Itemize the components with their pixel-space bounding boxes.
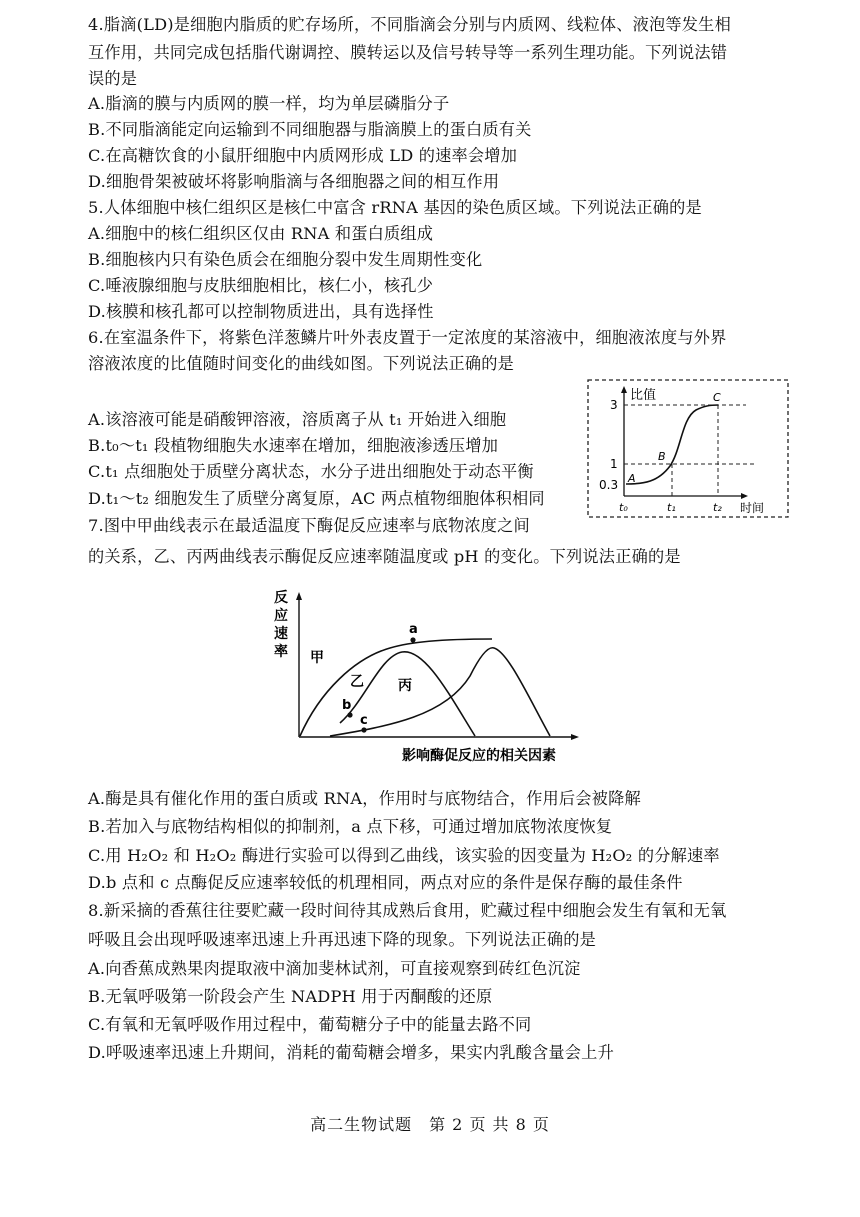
q6-xtick-t2: t₂ — [713, 501, 722, 514]
q5-option-d: D.核膜和核孔都可以控制物质进出，具有选择性 — [88, 302, 434, 321]
q7-ylabel-char-3: 速 — [274, 626, 288, 642]
q6-xtick-t1: t₁ — [667, 501, 676, 514]
q4-option-d: D.细胞骨架被破坏将影响脂滴与各细胞器之间的相互作用 — [88, 172, 500, 191]
q6-ylabel: 比值 — [630, 388, 657, 403]
q6-ytick-0-3: 0.3 — [599, 478, 619, 492]
q6-stem-line2: 溶液浓度的比值随时间变化的曲线如图。下列说法正确的是 — [88, 354, 515, 373]
q6-xtick-t0: t₀ — [619, 501, 628, 514]
q8-stem-line1: 8.新采摘的香蕉往往要贮藏一段时间待其成熟后食用，贮藏过程中细胞会发生有氧和无氧 — [88, 901, 727, 920]
q8-option-d: D.呼吸速率迅速上升期间，消耗的葡萄糖会增多，果实内乳酸含量会上升 — [88, 1043, 614, 1062]
q5-option-b: B.细胞核内只有染色质会在细胞分裂中发生周期性变化 — [88, 250, 483, 269]
q6-option-b: B.t₀～t₁ 段植物细胞失水速率在增加，细胞液渗透压增加 — [88, 436, 499, 455]
q6-point-a-label: A — [628, 472, 636, 485]
q7-option-d: D.b 点和 c 点酶促反应速率较低的机理相同，两点对应的条件是保存酶的最佳条件 — [88, 873, 683, 892]
q5-stem: 5.人体细胞中核仁组织区是核仁中富含 rRNA 基因的染色质区域。下列说法正确的是 — [88, 198, 702, 217]
q4-stem-line3: 误的是 — [88, 69, 138, 88]
q7-ylabel-char-2: 应 — [274, 608, 288, 624]
q4-option-c: C.在高糖饮食的小鼠肝细胞中内质网形成 LD 的速率会增加 — [88, 146, 518, 165]
q7-point-a-label: a — [409, 622, 418, 637]
q7-option-c: C.用 H₂O₂ 和 H₂O₂ 酶进行实验可以得到乙曲线，该实验的因变量为 H₂O₂ 的分解速率 — [88, 846, 720, 865]
q7-point-a — [410, 637, 415, 642]
q7-stem-line1: 7.图中甲曲线表示在最适温度下酶促反应速率与底物浓度之间 — [88, 516, 530, 535]
q6-ytick-1: 1 — [610, 457, 618, 471]
q8-option-b: B.无氧呼吸第一阶段会产生 NADPH 用于丙酮酸的还原 — [88, 987, 493, 1006]
q7-option-b: B.若加入与底物结构相似的抑制剂，a 点下移，可通过增加底物浓度恢复 — [88, 817, 613, 836]
q7-curve-jia-label: 甲 — [310, 650, 324, 666]
q7-ylabel-char-1: 反 — [274, 590, 288, 606]
q7-y-axis-arrow — [296, 592, 302, 600]
q6-option-a: A.该溶液可能是硝酸钾溶液，溶质离子从 t₁ 开始进入细胞 — [88, 410, 507, 429]
q6-y-axis-arrow — [621, 386, 627, 393]
q6-point-c-label: C — [713, 391, 721, 404]
q7-stem-line2: 的关系，乙、丙两曲线表示酶促反应速率随温度或 pH 的变化。下列说法正确的是 — [88, 547, 681, 566]
q7-x-axis-arrow — [571, 734, 579, 740]
q7-point-c-label: c — [360, 713, 368, 728]
q6-option-d: D.t₁～t₂ 细胞发生了质壁分离复原，AC 两点植物细胞体积相同 — [88, 489, 545, 508]
q6-figure — [586, 378, 792, 521]
q6-option-c: C.t₁ 点细胞处于质壁分离状态，水分子进出细胞处于动态平衡 — [88, 462, 534, 481]
q7-point-b — [347, 712, 352, 717]
q4-stem-line1: 4.脂滴(LD)是细胞内脂质的贮存场所，不同脂滴会分别与内质网、线粒体、液泡等发生相 — [88, 15, 731, 34]
q7-xlabel: 影响酶促反应的相关因素 — [402, 748, 556, 764]
q7-curve-yi-label: 乙 — [350, 674, 364, 690]
q4-option-a: A.脂滴的膜与内质网的膜一样，均为单层磷脂分子 — [88, 94, 450, 113]
q7-point-b-label: b — [342, 698, 352, 713]
page-footer: 高二生物试题 第 2 页 共 8 页 — [310, 1115, 550, 1134]
q5-option-c: C.唾液腺细胞与皮肤细胞相比，核仁小，核孔少 — [88, 276, 434, 295]
q7-ylabel-char-4: 率 — [274, 644, 288, 660]
q7-figure — [270, 586, 590, 768]
q7-option-a: A.酶是具有催化作用的蛋白质或 RNA，作用时与底物结合，作用后会被降解 — [88, 789, 641, 808]
q6-xlabel: 时间 — [740, 501, 765, 515]
q4-option-b: B.不同脂滴能定向运输到不同细胞器与脂滴膜上的蛋白质有关 — [88, 120, 532, 139]
q7-curve-bing-label: 丙 — [398, 678, 412, 694]
q6-x-axis-arrow — [741, 493, 748, 499]
q6-point-b-label: B — [658, 450, 666, 463]
q8-stem-line2: 呼吸且会出现呼吸速率迅速上升再迅速下降的现象。下列说法正确的是 — [88, 930, 597, 949]
q7-point-c — [361, 727, 366, 732]
q4-stem-line2: 互作用，共同完成包括脂代谢调控、膜转运以及信号转导等一系列生理功能。下列说法错 — [88, 43, 728, 62]
q8-option-a: A.向香蕉成熟果肉提取液中滴加斐林试剂，可直接观察到砖红色沉淀 — [88, 959, 581, 978]
q8-option-c: C.有氧和无氧呼吸作用过程中，葡萄糖分子中的能量去路不同 — [88, 1015, 532, 1034]
q6-ytick-3: 3 — [610, 398, 618, 412]
q5-option-a: A.细胞中的核仁组织区仅由 RNA 和蛋白质组成 — [88, 224, 434, 243]
q6-stem-line1: 6.在室温条件下，将紫色洋葱鳞片叶外表皮置于一定浓度的某溶液中，细胞液浓度与外界 — [88, 328, 727, 347]
